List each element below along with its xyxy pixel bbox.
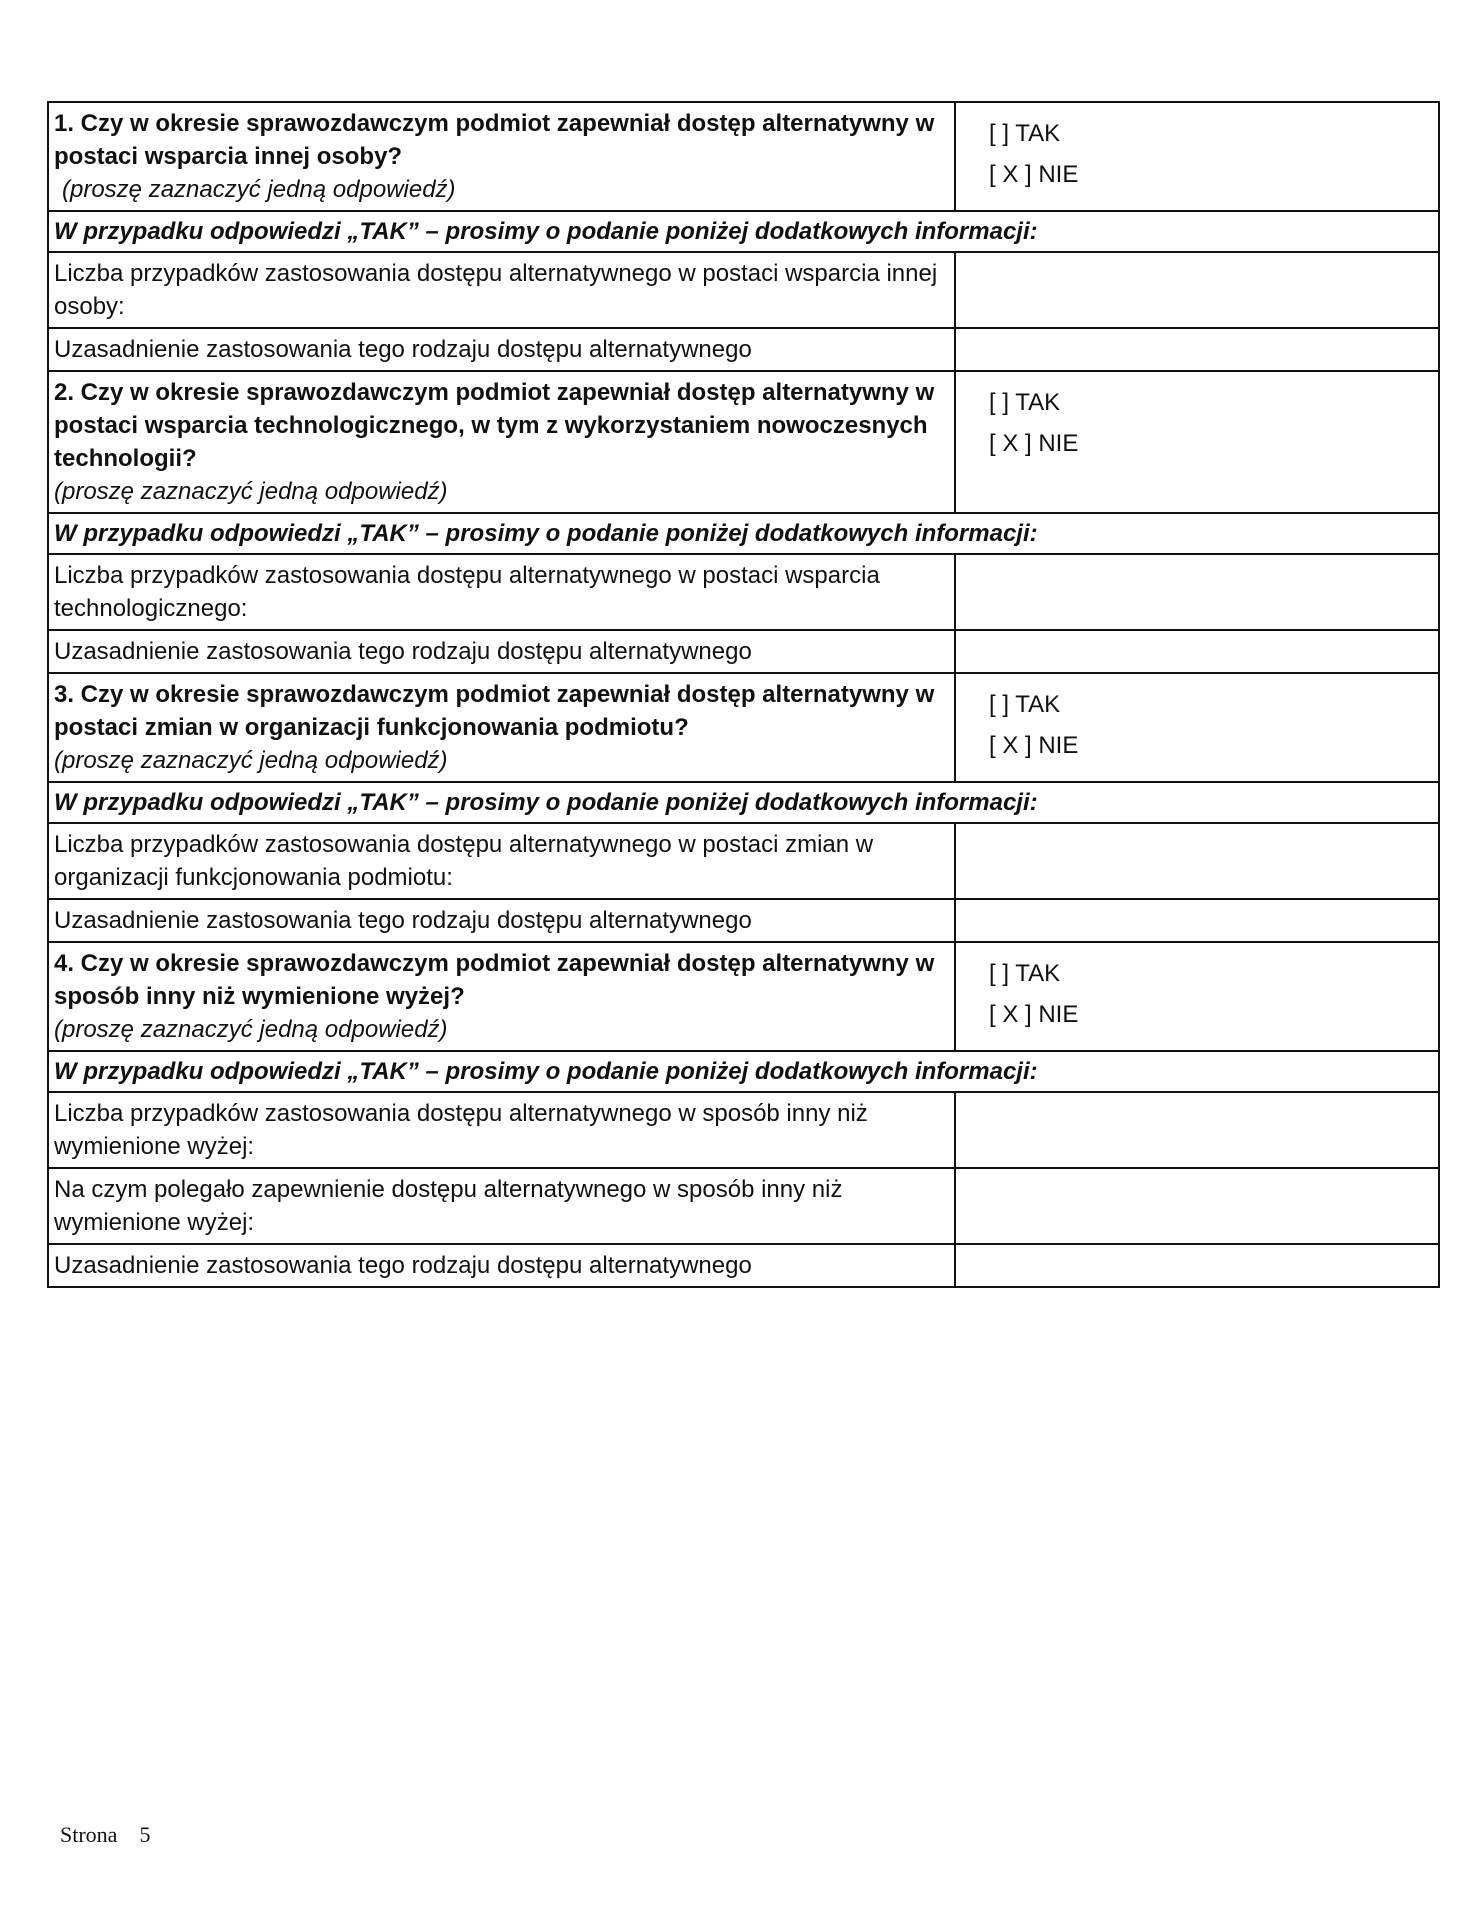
- question-row: [48, 942, 1439, 1051]
- detail-label: Uzasadnienie zastosowania tego rodzaju dostępu alternatywnego: [48, 899, 955, 942]
- question-text: 2. Czy w okresie sprawozdawczym podmiot zapewniał dostęp alternatywny w postaci wsparcia technologicznego, w tym z wykorzystaniem nowoczesnych technologii?: [54, 379, 935, 472]
- question-row: [48, 371, 1439, 513]
- detail-row: [48, 823, 1439, 899]
- option-tak[interactable]: [ ] TAK: [989, 120, 1061, 147]
- note-text: W przypadku odpowiedzi „TAK” – prosimy o podanie poniżej dodatkowych informacji:: [48, 513, 1439, 554]
- detail-row: [48, 1168, 1439, 1244]
- detail-label: Uzasadnienie zastosowania tego rodzaju dostępu alternatywnego: [48, 328, 955, 371]
- detail-input-cell[interactable]: [955, 1092, 1439, 1168]
- question-text: 1. Czy w okresie sprawozdawczym podmiot zapewniał dostęp alternatywny w postaci wsparcia innej osoby?: [54, 110, 935, 170]
- option-nie[interactable]: [ X ] NIE: [989, 430, 1079, 457]
- detail-label: Uzasadnienie zastosowania tego rodzaju dostępu alternatywnego: [48, 630, 955, 673]
- question-hint: (proszę zaznaczyć jedną odpowiedź): [54, 1016, 448, 1043]
- detail-input-cell[interactable]: [955, 252, 1439, 328]
- detail-input-cell[interactable]: [955, 823, 1439, 899]
- detail-label: Uzasadnienie zastosowania tego rodzaju dostępu alternatywnego: [48, 1244, 955, 1287]
- question-cell: [48, 942, 955, 1051]
- note-text: W przypadku odpowiedzi „TAK” – prosimy o podanie poniżej dodatkowych informacji:: [48, 1051, 1439, 1092]
- detail-row: [48, 899, 1439, 942]
- question-text: 3. Czy w okresie sprawozdawczym podmiot zapewniał dostęp alternatywny w postaci zmian w organizacji funkcjonowania podmiotu?: [54, 681, 935, 741]
- question-cell: [48, 102, 955, 211]
- note-text: W przypadku odpowiedzi „TAK” – prosimy o podanie poniżej dodatkowych informacji:: [48, 211, 1439, 252]
- detail-input-cell[interactable]: [955, 1244, 1439, 1287]
- detail-input-cell[interactable]: [955, 328, 1439, 371]
- detail-label: Liczba przypadków zastosowania dostępu alternatywnego w sposób inny niż wymienione wyżej:: [48, 1092, 955, 1168]
- option-tak[interactable]: [ ] TAK: [989, 960, 1061, 987]
- question-row: [48, 102, 1439, 211]
- answer-cell: [955, 102, 1439, 211]
- note-text: W przypadku odpowiedzi „TAK” – prosimy o podanie poniżej dodatkowych informacji:: [48, 782, 1439, 823]
- detail-input-cell[interactable]: [955, 1168, 1439, 1244]
- detail-label: Liczba przypadków zastosowania dostępu alternatywnego w postaci wsparcia innej osoby:: [48, 252, 955, 328]
- question-cell: [48, 371, 955, 513]
- detail-label: Liczba przypadków zastosowania dostępu alternatywnego w postaci zmian w organizacji funkcjonowania podmiotu:: [48, 823, 955, 899]
- note-row: [48, 513, 1439, 554]
- detail-row: [48, 630, 1439, 673]
- detail-row: [48, 554, 1439, 630]
- note-row: [48, 1051, 1439, 1092]
- option-tak[interactable]: [ ] TAK: [989, 691, 1061, 718]
- answer-cell: [955, 673, 1439, 782]
- question-hint: (proszę zaznaczyć jedną odpowiedź): [54, 478, 448, 505]
- detail-label: Na czym polegało zapewnienie dostępu alternatywnego w sposób inny niż wymienione wyżej:: [48, 1168, 955, 1244]
- detail-input-cell[interactable]: [955, 630, 1439, 673]
- note-row: [48, 782, 1439, 823]
- option-tak[interactable]: [ ] TAK: [989, 389, 1061, 416]
- note-row: [48, 211, 1439, 252]
- detail-input-cell[interactable]: [955, 899, 1439, 942]
- option-nie[interactable]: [ X ] NIE: [989, 161, 1079, 188]
- detail-row: [48, 1092, 1439, 1168]
- question-hint: (proszę zaznaczyć jedną odpowiedź): [62, 176, 456, 203]
- option-nie[interactable]: [ X ] NIE: [989, 732, 1079, 759]
- answer-cell: [955, 371, 1439, 513]
- answer-cell: [955, 942, 1439, 1051]
- detail-label: Liczba przypadków zastosowania dostępu alternatywnego w postaci wsparcia technologicznego:: [48, 554, 955, 630]
- detail-input-cell[interactable]: [955, 554, 1439, 630]
- question-cell: [48, 673, 955, 782]
- footer-label: Strona: [60, 1822, 118, 1847]
- question-hint: (proszę zaznaczyć jedną odpowiedź): [54, 747, 448, 774]
- page-footer: [60, 1822, 150, 1848]
- detail-row: [48, 252, 1439, 328]
- question-row: [48, 673, 1439, 782]
- question-text: 4. Czy w okresie sprawozdawczym podmiot zapewniał dostęp alternatywny w sposób inny niż wymienione wyżej?: [54, 950, 935, 1010]
- detail-row: [48, 328, 1439, 371]
- survey-form-table: [47, 101, 1440, 1288]
- page-number: 5: [139, 1822, 151, 1847]
- option-nie[interactable]: [ X ] NIE: [989, 1001, 1079, 1028]
- detail-row: [48, 1244, 1439, 1287]
